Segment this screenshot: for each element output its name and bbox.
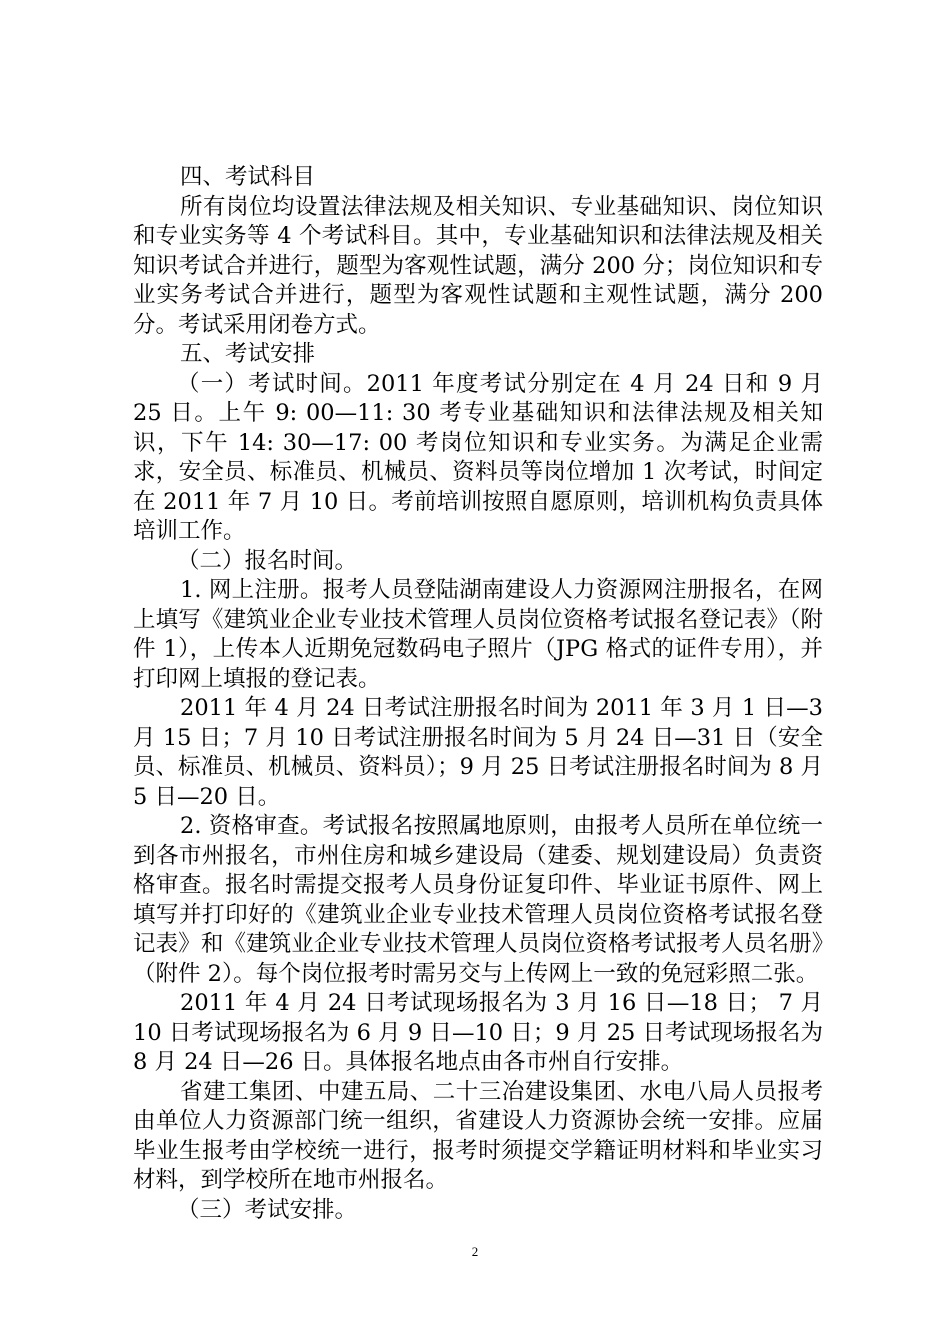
paragraph-online-registration: 1. 网上注册。报考人员登陆湖南建设人力资源网注册报名，在网上填写《建筑业企业专业技术管理人员岗位资格考试报名登记表》（附件 1），上传本人近期免冠数码电子照片（JPG 格式的证件专用），并打印网上填报的登记表。 [133, 577, 823, 692]
document-body [133, 163, 823, 1225]
paragraph-qualification-review: 2. 资格审查。考试报名按照属地原则，由报考人员所在单位统一到各市州报名，市州住房和城乡建设局（建委、规划建设局）负责资格审查。报名时需提交报考人员身份证复印件、毕业证书原件、网上填写并打印好的《建筑业企业专业技术管理人员岗位资格考试报名登记表》和《建筑业企业专业技术管理人员岗位资格考试报考人员名册》（附件 2）。每个岗位报考时需另交与上传网上一致的免冠彩照二张。 [133, 813, 823, 987]
paragraph-onsite-registration: 2011 年 4 月 24 日考试现场报名为 3 月 16 日—18 日； 7 月 10 日考试现场报名为 6 月 9 日—10 日；9 月 25 日考试现场报名为 8 月 24 日—26 日。具体报名地点由各市州自行安排。 [133, 990, 823, 1075]
paragraph-exam-subjects: 所有岗位均设置法律法规及相关知识、专业基础知识、岗位知识和专业实务等 4 个考试科目。其中，专业基础知识和法律法规及相关知识考试合并进行，题型为客观性试题，满分 200 分；岗位知识和专业实务考试合并进行，题型为客观性试题和主观性试题，满分 200 分。考试采用闭卷方式。 [133, 193, 823, 338]
section-heading-exam-arrangement: 五、考试安排 [180, 341, 316, 367]
section-heading-exam-subjects: 四、考试科目 [180, 164, 316, 190]
page-number: 2 [471, 1244, 479, 1259]
subheading-exam-arrangement: （三）考试安排。 [177, 1196, 358, 1223]
paragraph-group-registration: 省建工集团、中建五局、二十三冶建设集团、水电八局人员报考由单位人力资源部门统一组织，省建设人力资源协会统一安排。应届毕业生报考由学校统一进行，报考时须提交学籍证明材料和毕业实习材料，到学校所在地市州报名。 [133, 1078, 823, 1193]
paragraph-registration-dates: 2011 年 4 月 24 日考试注册报名时间为 2011 年 3 月 1 日—3 月 15 日；7 月 10 日考试注册报名时间为 5 月 24 日—31 日（安全员、标准员、机械员、资料员）；9 月 25 日考试注册报名时间为 8 月 5 日—20 日。 [133, 695, 823, 810]
subheading-registration-time: （二）报名时间。 [177, 547, 358, 574]
paragraph-exam-time: （一）考试时间。2011 年度考试分别定在 4 月 24 日和 9 月 25 日。上午 9: 00—11: 30 考专业基础知识和法律法规及相关知识，下午 14: 30—17: 00 考岗位知识和专业实务。为满足企业需求，安全员、标准员、机械员、资料员等岗位增加 1 次考试，时间定在 2011 年 7 月 10 日。考前培训按照自愿原则，培训机构负责具体培训工作。 [133, 370, 823, 544]
